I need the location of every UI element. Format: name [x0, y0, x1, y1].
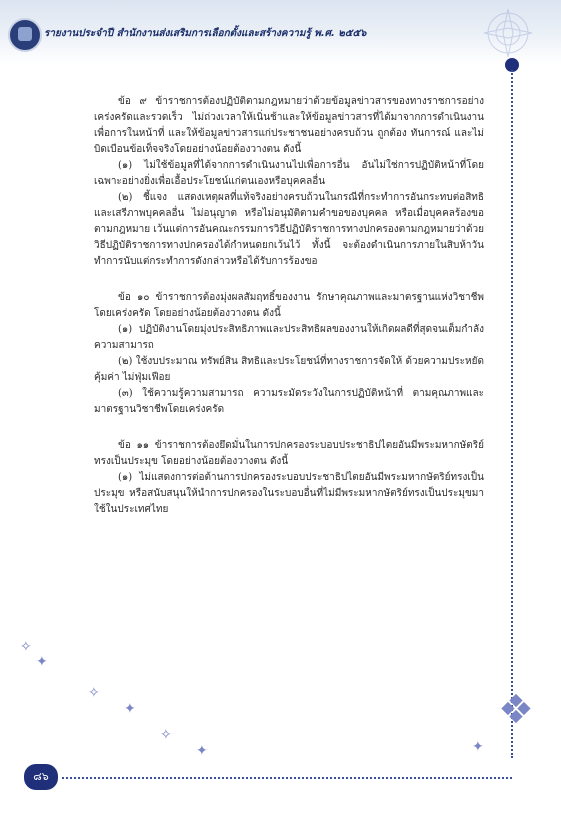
- emblem-logo: [8, 18, 42, 52]
- large-flower-icon: ❖: [498, 687, 534, 733]
- article-10: [94, 290, 484, 418]
- article-11: [94, 438, 484, 518]
- article-10-item-1: (๑) ปฏิบัติงานโดยมุ่งประสิทธิภาพและประสิทธิผลของงานให้เกิดผลดีที่สุดจนเต็มกำลังความสามารถ: [94, 324, 484, 351]
- flower-icon: ✧: [20, 639, 32, 655]
- flower-icon: ✦: [472, 739, 484, 755]
- flower-icon: ✦: [124, 701, 136, 717]
- flower-icon: ✧: [88, 685, 100, 701]
- article-9-heading: ข้อ ๙ ข้าราชการต้องปฏิบัติตามกฎหมายว่าด้วยข้อมูลข่าวสารของทางราชการอย่างเคร่งครัดและรวดเร็ว ไม่ถ่วงเวลาให้เนิ่นช้าและให้ข้อมูลข่าวสารที่ได้มาจากการดำเนินงานเพื่อการในหน้าที่ และให้ข้อมูลข่าวสารแก่ประชาชนอย่างครบถ้วน ถูกต้อง ทันการณ์ และไม่บิดเบือนข้อเท็จจริงโดยอย่างน้อยต้องวางตน ดังนี้: [94, 96, 484, 155]
- article-11-heading: ข้อ ๑๑ ข้าราชการต้องยึดมั่นในการปกครองระบอบประชาธิปไตยอันมีพระมหากษัตริย์ทรงเป็นประมุข โดยอย่างน้อยต้องวางตน ดังนี้: [94, 440, 484, 467]
- flower-icon: ✧: [160, 727, 172, 743]
- flower-icon: ✦: [196, 743, 208, 759]
- article-10-item-3: (๓) ใช้ความรู้ความสามารถ ความระมัดระวังในการปฏิบัติหน้าที่ ตามคุณภาพและมาตรฐานวิชาชีพโดยเคร่งครัด: [94, 388, 484, 415]
- vertical-dotted-rule: [511, 70, 513, 758]
- header-decoration: [473, 4, 543, 62]
- article-9: [94, 94, 484, 270]
- article-10-heading: ข้อ ๑๐ ข้าราชการต้องมุ่งผลสัมฤทธิ์ของงาน รักษาคุณภาพและมาตรฐานแห่งวิชาชีพโดยเคร่งครัด โดยอย่างน้อยต้องวางตน ดังนี้: [94, 292, 484, 319]
- article-10-item-2: (๒) ใช้งบประมาณ ทรัพย์สิน สิทธิและประโยชน์ที่ทางราชการจัดให้ ด้วยความประหยัด คุ้มค่า ไม่ฟุ่มเฟือย: [94, 356, 484, 383]
- horizontal-dotted-rule: [62, 777, 512, 779]
- flower-icon: ✦: [36, 654, 48, 670]
- article-11-item-1: (๑) ไม่แสดงการต่อต้านการปกครองระบอบประชาธิปไตยอันมีพระมหากษัตริย์ทรงเป็นประมุข หรือสนับสนุนให้นำการปกครองในระบอบอื่นที่ไม่มีพระมหากษัตริย์ทรงเป็นประมุขมาใช้ในประเทศไทย: [94, 472, 484, 515]
- article-9-item-1: (๑) ไม่ใช้ข้อมูลที่ได้จากการดำเนินงานไปเพื่อการอื่น อันไม่ใช่การปฏิบัติหน้าที่โดยเฉพาะอย่างยิ่งเพื่อเอื้อประโยชน์แก่ตนเองหรือบุคคลอื่น: [94, 160, 484, 187]
- page-number: ๘๖: [24, 764, 58, 790]
- document-body: [94, 94, 484, 518]
- header-title: รายงานประจำปี สำนักงานส่งเสริมการเลือกตั้งและสร้างความรู้ พ.ศ. ๒๕๕๖: [44, 28, 367, 39]
- article-9-item-2: (๒) ชี้แจง แสดงเหตุผลที่แท้จริงอย่างครบถ้วนในกรณีที่กระทำการอันกระทบต่อสิทธิและเสรีภาพบุคคลอื่น ไม่อนุญาต หรือไม่อนุมัติตามคำขอของบุคคล หรือเมื่อบุคคลร้องขอตามกฎหมาย เว้นแต่การอันคณะกรรมการวิธีปฏิบัติราชการทางปกครองตามกฎหมายว่าด้วยวิธีปฏิบัติราชการทางปกครองได้กำหนดยกเว้นไว้ ทั้งนี้ จะต้องดำเนินการภายในสิบห้าวันทำการนับแต่กระทำการดังกล่าวหรือได้รับการร้องขอ: [94, 192, 484, 267]
